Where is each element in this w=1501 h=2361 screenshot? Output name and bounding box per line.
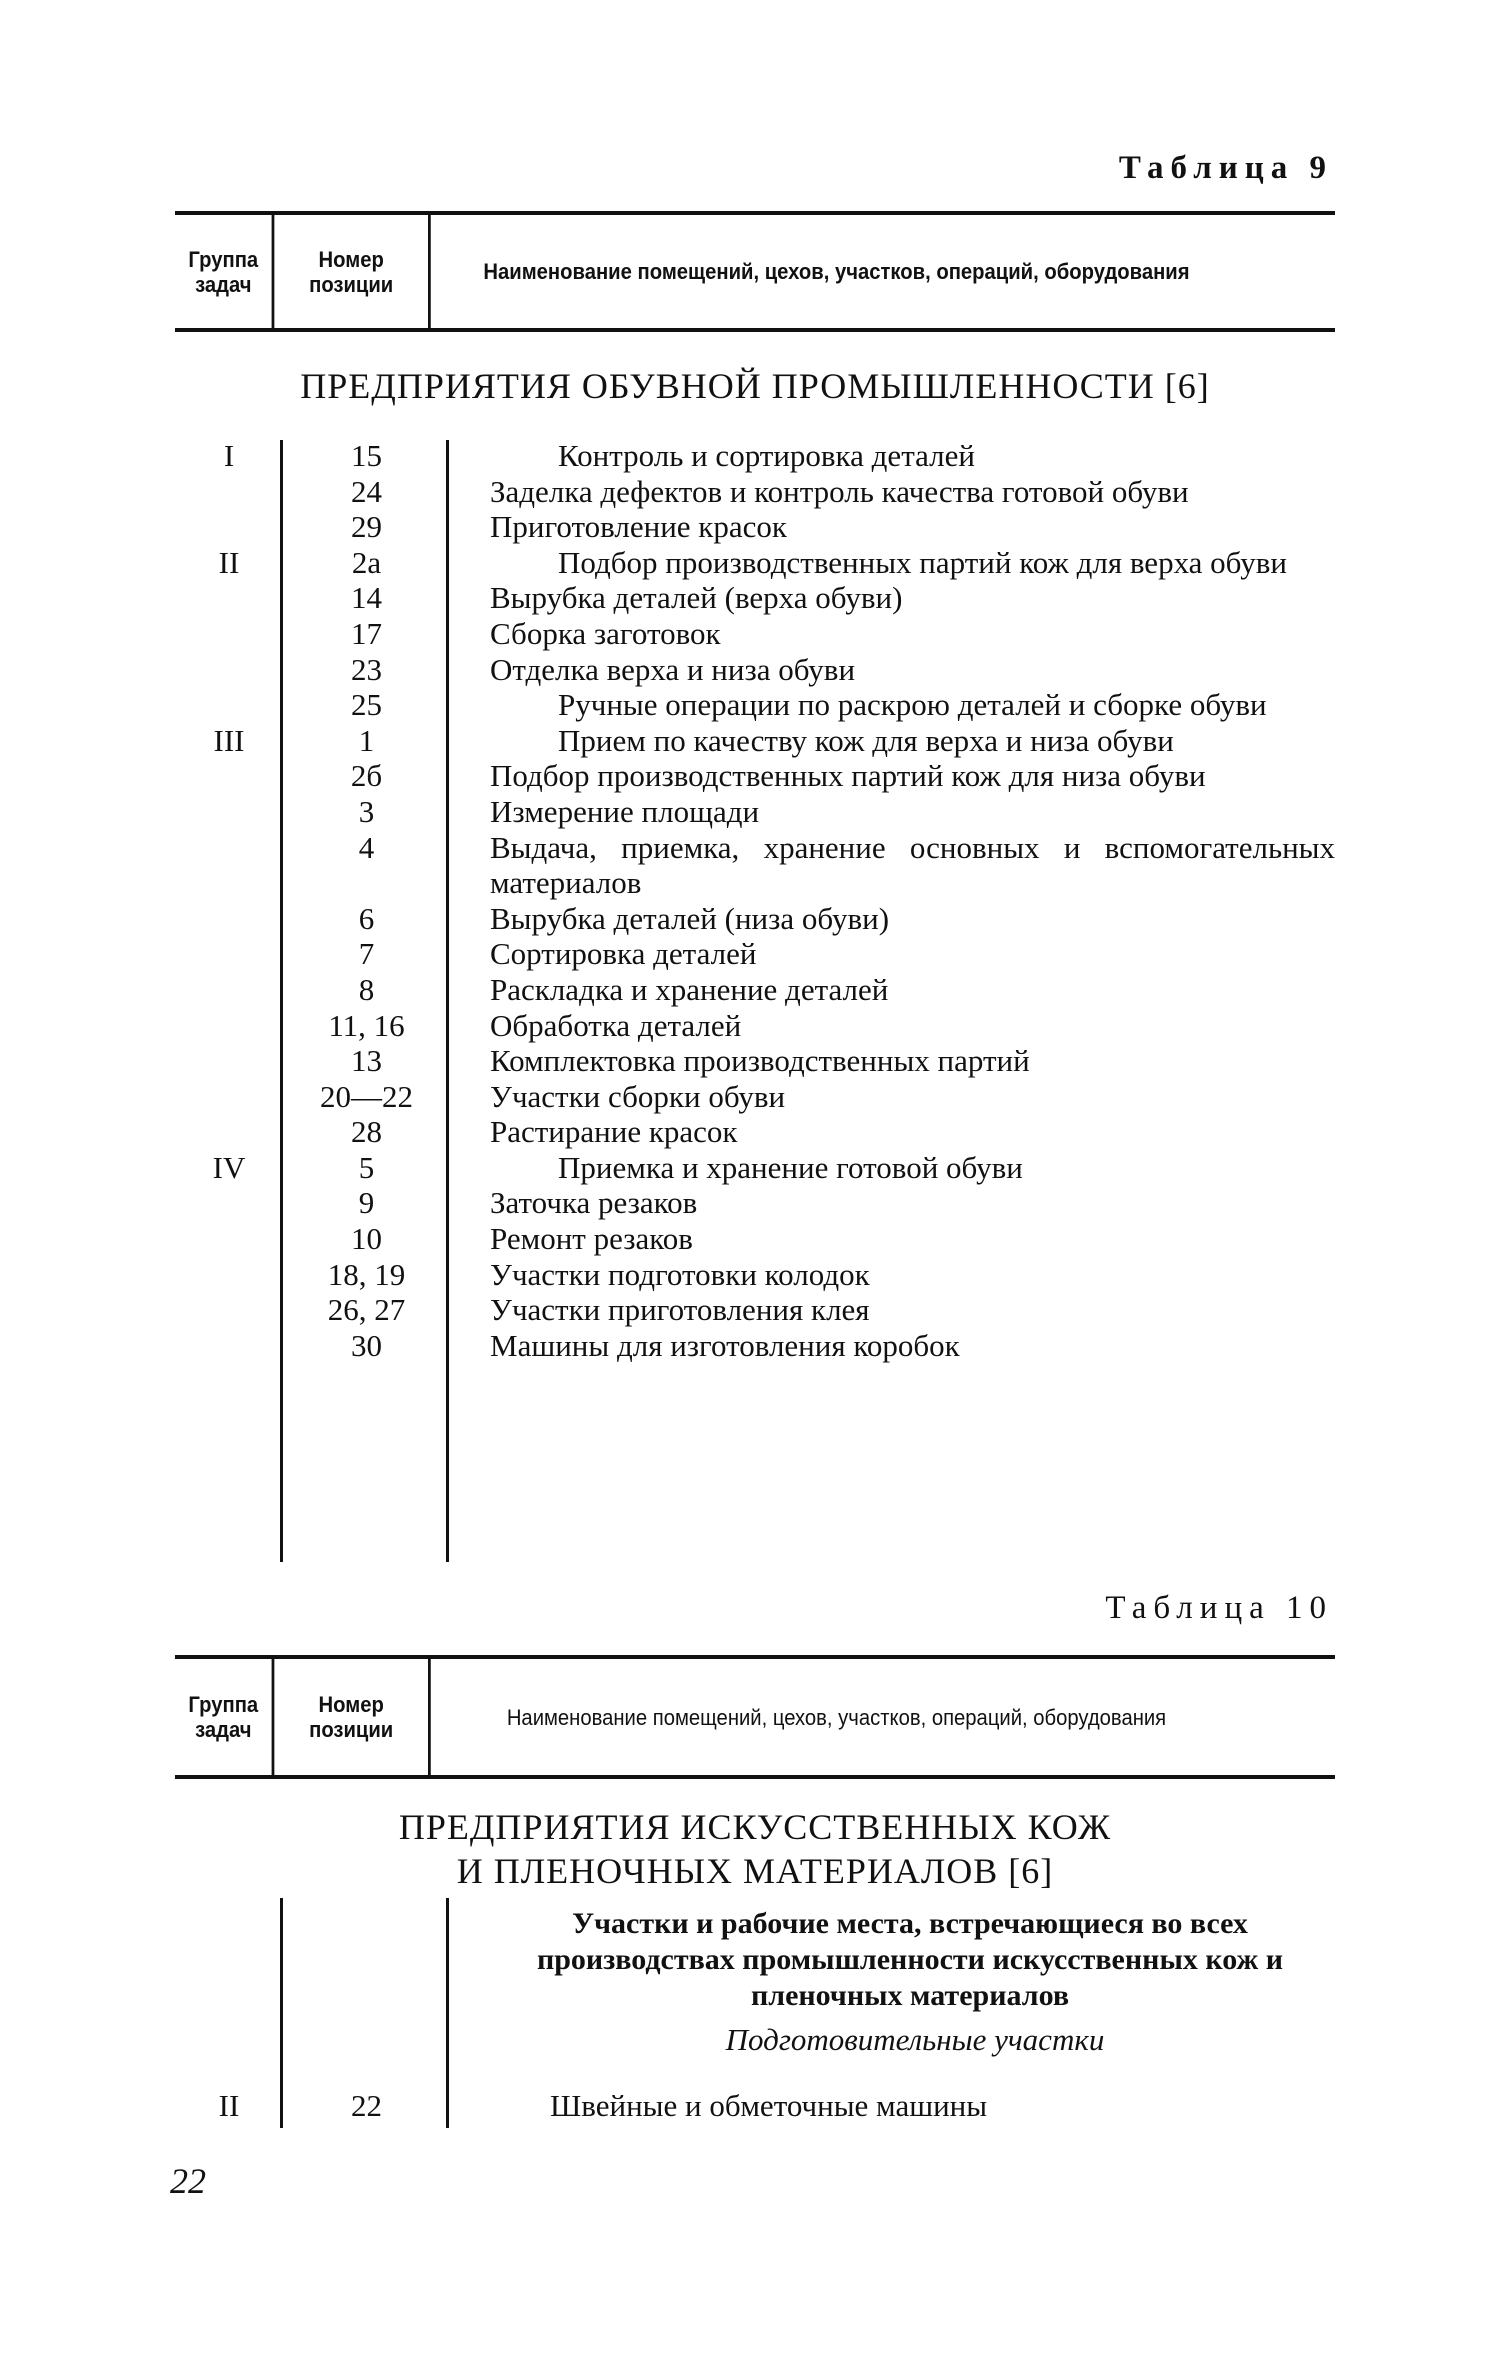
name-cell: Сортировка деталей (490, 936, 757, 972)
position-cell: 28 (351, 1114, 382, 1150)
group-cell (175, 1079, 283, 1115)
group-cell (175, 687, 283, 723)
table-row (175, 1185, 1335, 1221)
position-cell: 8 (358, 971, 375, 1007)
table-10-header-rule (175, 1775, 1335, 1779)
group-cell (175, 1114, 283, 1150)
table-row (175, 616, 1335, 652)
table-row (175, 652, 1335, 688)
group-cell (175, 1292, 283, 1328)
name-cell: Комплектовка производственных партий (490, 1043, 1030, 1079)
position-cell: 14 (351, 580, 382, 616)
position-cell: 7 (358, 936, 375, 972)
position-cell: 25 (351, 687, 382, 723)
group-cell (175, 972, 283, 1008)
name-cell: Прием по качеству кож для верха и низа обуви (558, 722, 1174, 758)
group-cell: II (218, 2088, 240, 2123)
table-row (175, 723, 1335, 759)
table-10-header (175, 1659, 1242, 1775)
table-row (175, 830, 1335, 901)
position-cell: 18, 19 (327, 1256, 406, 1292)
name-cell: Измерение площади (490, 793, 760, 829)
header-position: Номер позиции (274, 215, 430, 328)
group-cell (175, 1008, 283, 1044)
name-cell: Участки приготовления клея (490, 1292, 870, 1328)
position-cell: 26, 27 (327, 1292, 406, 1328)
name-cell: Отделка верха и низа обуви (490, 651, 856, 687)
position-cell: 9 (358, 1185, 375, 1221)
position-cell: 6 (358, 900, 375, 936)
table-row (175, 687, 1335, 723)
table-10-subsection-block (450, 1906, 1340, 2058)
name-cell: Обработка деталей (490, 1007, 742, 1043)
position-cell: 30 (351, 1327, 382, 1363)
name-cell: Подбор производственных партий кож для верха обуви (558, 544, 1287, 580)
table-9-header (175, 215, 1242, 328)
table-row (175, 1221, 1335, 1257)
table-9-body (175, 438, 1335, 1363)
table-9-header-rule (175, 328, 1335, 332)
name-cell: Заделка дефектов и контроль качества готовой обуви (490, 473, 1189, 509)
position-cell: 3 (358, 793, 375, 829)
group-cell (175, 652, 283, 688)
group-cell (175, 616, 283, 652)
position-cell: 17 (351, 615, 382, 651)
position-cell: 20—22 (320, 1078, 413, 1114)
name-cell: Заточка резаков (490, 1185, 698, 1221)
table-row (175, 972, 1335, 1008)
position-cell: 5 (358, 1149, 375, 1185)
position-cell: 4 (358, 829, 375, 865)
table-row (175, 474, 1335, 510)
table-10-section-title-1: ПРЕДПРИЯТИЯ ИСКУССТВЕННЫХ КОЖ (398, 1807, 1112, 1847)
table-row (175, 1043, 1335, 1079)
group-cell (175, 1328, 283, 1364)
table-10-section-title-2: И ПЛЕНОЧНЫХ МАТЕРИАЛОВ [6] (456, 1851, 1054, 1891)
name-cell: Ручные операции по раскрою деталей и сборке обуви (558, 687, 1267, 723)
group-cell (175, 794, 283, 830)
header-group: Группа задач (175, 215, 274, 328)
table-row (175, 580, 1335, 616)
position-cell: 2б (350, 758, 383, 794)
group-cell (175, 936, 283, 972)
group-cell: III (213, 722, 245, 758)
group-cell (175, 758, 283, 794)
group-cell: II (218, 544, 240, 580)
group-cell (175, 1185, 283, 1221)
name-cell: Приготовление красок (490, 509, 787, 545)
position-cell: 24 (351, 473, 382, 509)
table-row (175, 1008, 1335, 1044)
table-row (175, 438, 1335, 474)
name-cell: Участки сборки обуви (490, 1078, 786, 1114)
table-9-caption: Таблица 9 (1118, 150, 1333, 186)
group-cell: I (223, 438, 235, 473)
table-row (175, 1114, 1335, 1150)
table-row (175, 1257, 1335, 1293)
group-cell (175, 1043, 283, 1079)
position-cell: 11, 16 (328, 1007, 405, 1043)
name-cell: Участки подготовки колодок (490, 1256, 870, 1292)
name-cell: Выдача, приемка, хранение основных и вспомогательных материалов (490, 829, 1335, 901)
subheading: Подготовительные участки (725, 2022, 1105, 2057)
position-cell: 10 (351, 1221, 382, 1257)
name-cell: Швейные и обметочные машины (550, 2088, 988, 2123)
position-cell: 2а (351, 544, 382, 580)
name-cell: Контроль и сортировка деталей (558, 438, 975, 473)
group-cell: IV (212, 1149, 246, 1185)
header-position: Номер позиции (274, 1659, 430, 1775)
position-cell: 29 (351, 509, 382, 545)
name-cell: Раскладка и хранение деталей (490, 971, 889, 1007)
group-cell (175, 1257, 283, 1293)
table-10-body (175, 2088, 1335, 2124)
name-cell: Приемка и хранение готовой обуви (558, 1149, 1023, 1185)
table-row (175, 1328, 1335, 1364)
group-cell (175, 1221, 283, 1257)
subsection-title: Участки и рабочие места, встречающиеся во всех производствах промышленности искусственных кож и пленочных материалов (536, 1907, 1284, 2012)
header-group: Группа задач (175, 1659, 274, 1775)
header-name: Наименование помещений, цехов, участков, операций, оборудования (483, 259, 1190, 284)
name-cell: Подбор производственных партий кож для низа обуви (490, 758, 1206, 794)
table-row (175, 936, 1335, 972)
table-row (175, 901, 1335, 937)
position-cell: 1 (358, 722, 375, 758)
name-cell: Вырубка деталей (верха обуви) (490, 580, 903, 616)
name-cell: Машины для изготовления коробок (490, 1327, 960, 1363)
group-cell (175, 580, 283, 616)
name-cell: Сборка заготовок (490, 615, 721, 651)
position-cell: 15 (351, 438, 382, 473)
position-cell: 13 (351, 1043, 382, 1079)
name-cell: Вырубка деталей (низа обуви) (490, 900, 890, 936)
table-9-section-title: ПРЕДПРИЯТИЯ ОБУВНОЙ ПРОМЫШЛЕННОСТИ [6] (300, 366, 1210, 406)
header-name: Наименование помещений, цехов, участков, операций, оборудования (506, 1704, 1167, 1730)
table-10-caption: Таблица 10 (1105, 1590, 1333, 1626)
group-cell (175, 474, 283, 510)
table-row (175, 794, 1335, 830)
name-cell: Ремонт резаков (490, 1221, 693, 1257)
page-number: 22 (170, 2161, 206, 2201)
table-row (175, 1079, 1335, 1115)
name-cell: Растирание красок (490, 1114, 738, 1150)
table-row (175, 2088, 1335, 2124)
group-cell (175, 830, 283, 901)
table-row (175, 545, 1335, 581)
group-cell (175, 901, 283, 937)
table-row (175, 1150, 1335, 1186)
position-cell: 22 (351, 2088, 382, 2123)
table-row (175, 509, 1335, 545)
table-row (175, 758, 1335, 794)
position-cell: 23 (351, 651, 382, 687)
group-cell (175, 509, 283, 545)
table-row (175, 1292, 1335, 1328)
